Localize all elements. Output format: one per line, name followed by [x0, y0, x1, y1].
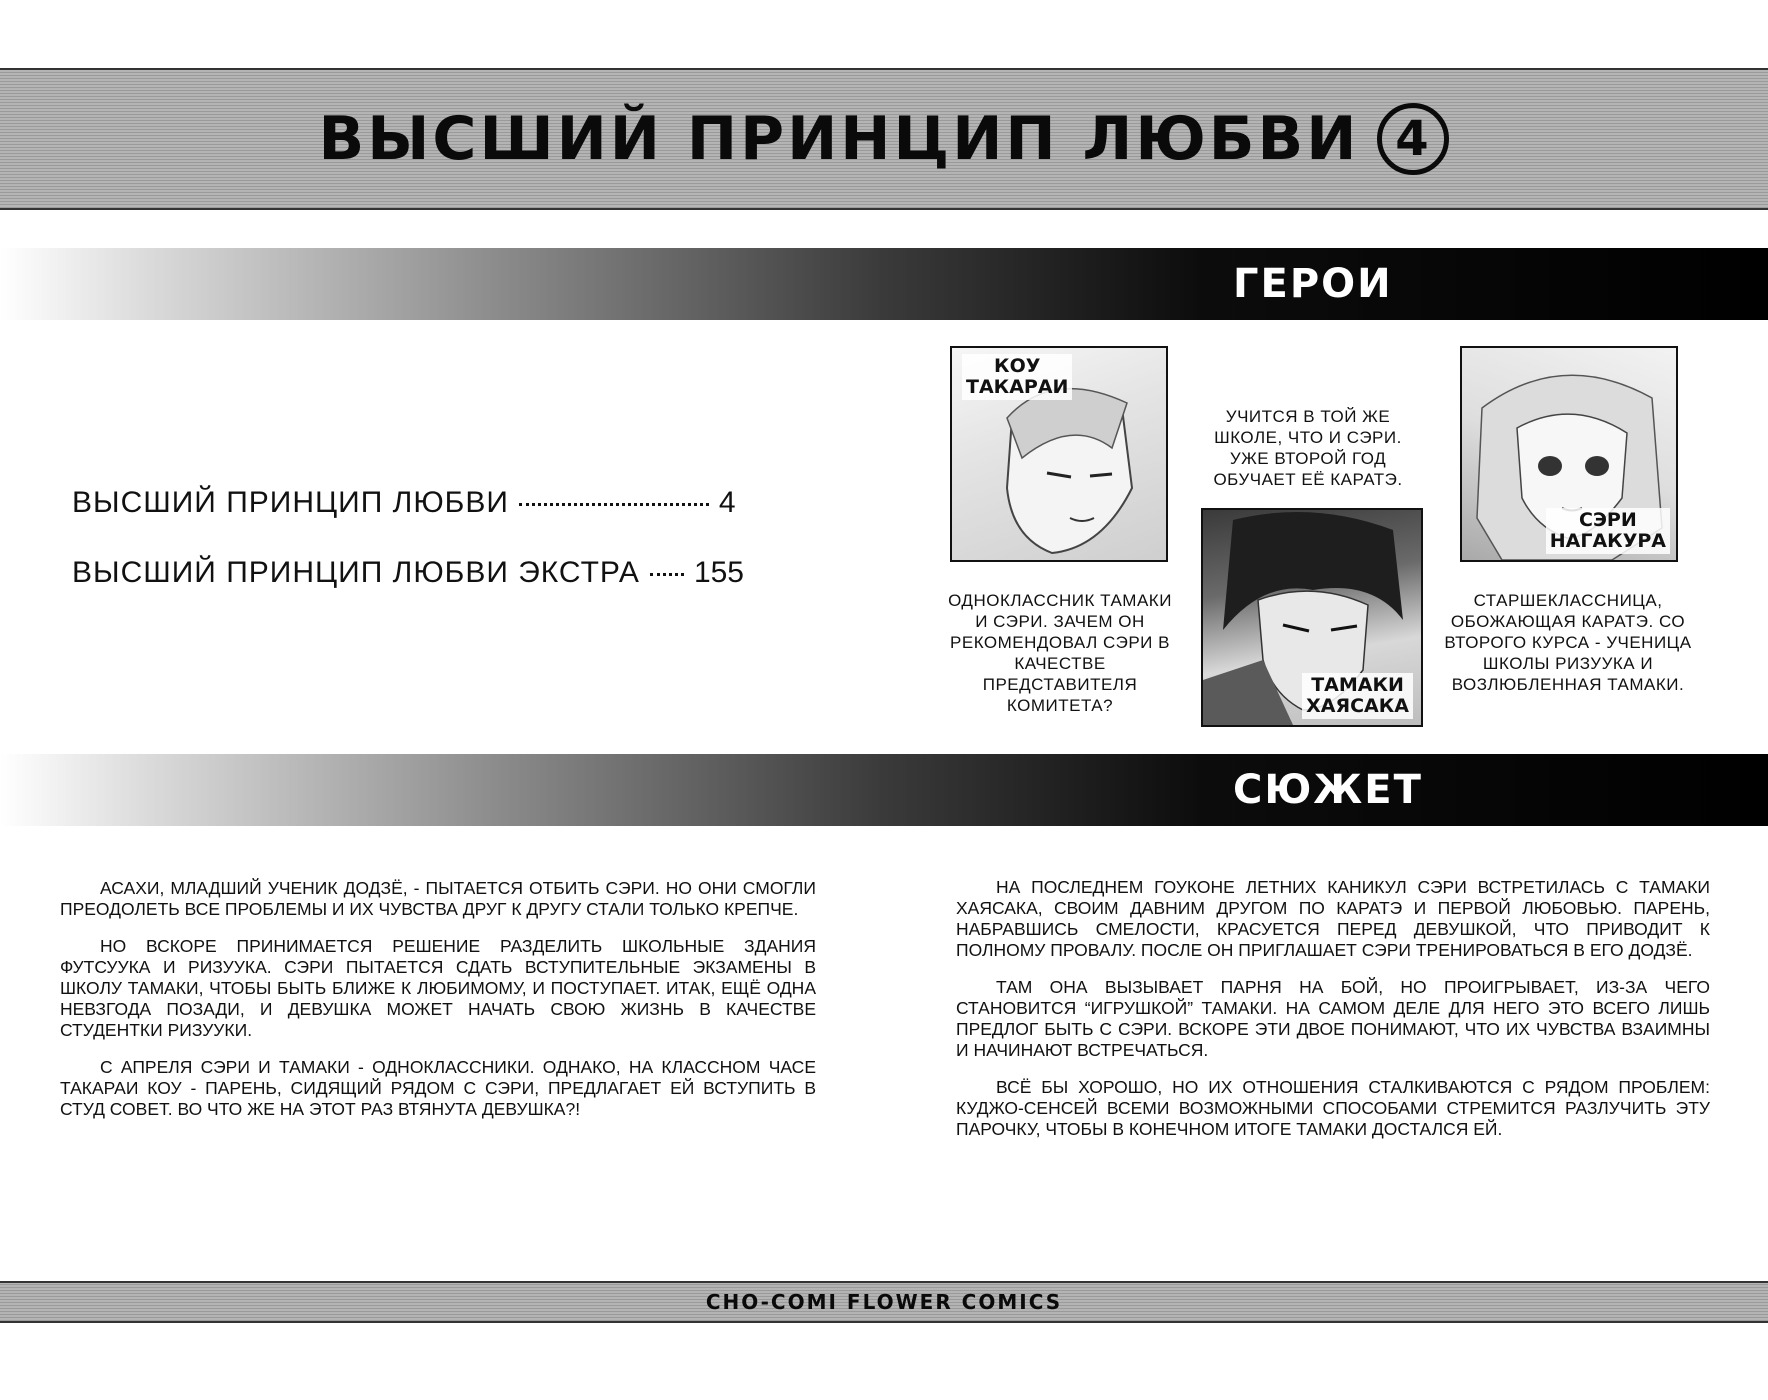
toc-entry	[72, 486, 736, 520]
heroes-heading: ГЕРОИ	[1233, 261, 1393, 307]
plot-section-band	[0, 754, 1768, 826]
name-line: ТАМАКИ	[1311, 674, 1404, 696]
character-description-tamaki: ОДНОКЛАССНИК ТАМАКИ И СЭРИ. ЗАЧЕМ ОН РЕКОМЕНДОВАЛ СЭРИ В КАЧЕСТВЕ ПРЕДСТАВИТЕЛЯ КОМИТЕТА?	[948, 591, 1172, 715]
portrait-kou-takarai	[950, 346, 1168, 562]
toc-leader-dots	[519, 503, 709, 506]
character-description-kou: УЧИТСЯ В ТОЙ ЖЕ ШКОЛЕ, ЧТО И СЭРИ. УЖЕ ВТОРОЙ ГОД ОБУЧАЕТ ЕЁ КАРАТЭ.	[1213, 407, 1403, 489]
toc-leader-dots	[650, 573, 684, 576]
toc-entry-page: 155	[693, 556, 744, 589]
character-name-label	[962, 354, 1072, 400]
portrait-tamaki-hayasaka	[1201, 508, 1423, 727]
title-text: ВЫСШИЙ ПРИНЦИП ЛЮБВИ	[318, 104, 1360, 174]
toc-entry-title: ВЫСШИЙ ПРИНЦИП ЛЮБВИ	[72, 486, 509, 519]
name-line: СЭРИ	[1579, 509, 1637, 531]
story-paragraph: НО ВСКОРЕ ПРИНИМАЕТСЯ РЕШЕНИЕ РАЗДЕЛИТЬ ШКОЛЬНЫЕ ЗДАНИЯ ФУТСУУКА И РИЗУУКА. СЭРИ ПЫТАЕТСЯ СДАТЬ ВСТУПИТЕЛЬНЫЕ ЭКЗАМЕНЫ В ШКОЛУ ТАМАКИ, ЧТОБЫ БЫТЬ БЛИЖЕ К ЛЮБИМОМУ, И ПОСТУПАЕТ. ИТАК, ЕЩЁ ОДНА НЕВЗГОДА ПОЗАДИ, И ДЕВУШКА МОЖЕТ НАЧАТЬ СВОЮ ЖИЗНЬ В КАЧЕСТВЕ СТУДЕНТКИ РИЗУУКИ.	[60, 936, 816, 1040]
page-title	[0, 70, 1768, 208]
heroes-section-band	[0, 248, 1768, 320]
toc-entry	[72, 556, 744, 590]
name-line: ТАКАРАИ	[966, 376, 1069, 398]
title-band	[0, 68, 1768, 210]
volume-number-badge: 4	[1377, 103, 1449, 175]
story-column-left	[60, 878, 816, 1136]
story-paragraph: ВСЁ БЫ ХОРОШО, НО ИХ ОТНОШЕНИЯ СТАЛКИВАЮТСЯ С РЯДОМ ПРОБЛЕМ: КУДЖО-СЕНСЕЙ ВСЕМИ ВОЗМОЖНЫМИ СПОСОБАМИ СТРЕМИТСЯ РАЗЛУЧИТЬ ЭТУ ПАРОЧКУ, ЧТОБЫ В КОНЕЧНОМ ИТОГЕ ТАМАКИ ДОСТАЛСЯ ЕЙ.	[956, 1077, 1710, 1139]
toc-entry-title: ВЫСШИЙ ПРИНЦИП ЛЮБВИ ЭКСТРА	[72, 556, 640, 589]
story-paragraph: НА ПОСЛЕДНЕМ ГОУКОНЕ ЛЕТНИХ КАНИКУЛ СЭРИ ВСТРЕТИЛАСЬ С ТАМАКИ ХАЯСАКА, СВОИМ ДАВНИМ ДРУГОМ ПО КАРАТЭ И ПЕРВОЙ ЛЮБОВЬЮ. ПАРЕНЬ, НАБРАВШИСЬ СМЕЛОСТИ, КРАСУЕТСЯ ПЕРЕД ДЕВУШКОЙ, ЧТО ПРИВОДИТ К ПОЛНОМУ ПРОВАЛУ. ПОСЛЕ ОН ПРИГЛАШАЕТ СЭРИ ТРЕНИРОВАТЬСЯ В ЕГО ДОДЗЁ.	[956, 877, 1710, 960]
name-line: КОУ	[994, 355, 1041, 377]
character-name-label	[1302, 673, 1413, 719]
story-column-right	[956, 877, 1710, 1156]
character-name-label	[1546, 508, 1670, 554]
toc-entry-page: 4	[718, 486, 736, 519]
name-line: НАГАКУРА	[1549, 530, 1666, 552]
character-description-seri: СТАРШЕКЛАССНИЦА, ОБОЖАЮЩАЯ КАРАТЭ. СО ВТОРОГО КУРСА - УЧЕНИЦА ШКОЛЫ РИЗУУКА И ВОЗЛЮБЛЕННАЯ ТАМАКИ.	[1444, 591, 1692, 694]
story-paragraph: АСАХИ, МЛАДШИЙ УЧЕНИК ДОДЗЁ, - ПЫТАЕТСЯ ОТБИТЬ СЭРИ. НО ОНИ СМОГЛИ ПРЕОДОЛЕТЬ ВСЕ ПРОБЛЕМЫ И ИХ ЧУВСТВА ДРУГ К ДРУГУ СТАЛИ ТОЛЬКО КРЕПЧЕ.	[60, 878, 816, 919]
story-paragraph: ТАМ ОНА ВЫЗЫВАЕТ ПАРНЯ НА БОЙ, НО ПРОИГРЫВАЕТ, ИЗ-ЗА ЧЕГО СТАНОВИТСЯ “ИГРУШКОЙ” ТАМАКИ. НА САМОМ ДЕЛЕ ДЛЯ НЕГО ЭТО ВСЕГО ЛИШЬ ПРЕДЛОГ БЫТЬ С СЭРИ. ВСКОРЕ ЭТИ ДВОЕ ПОНИМАЮТ, ЧТО ИХ ЧУВСТВА ВЗАИМНЫ И НАЧИНАЮТ ВСТРЕЧАТЬСЯ.	[956, 977, 1710, 1060]
footer-band	[0, 1281, 1768, 1323]
story-paragraph: С АПРЕЛЯ СЭРИ И ТАМАКИ - ОДНОКЛАССНИКИ. ОДНАКО, НА КЛАССНОМ ЧАСЕ ТАКАРАИ КОУ - ПАРЕНЬ, СИДЯЩИЙ РЯДОМ С СЭРИ, ПРЕДЛАГАЕТ ЕЙ ВСТУПИТЬ В СТУД СОВЕТ. ВО ЧТО ЖЕ НА ЭТОТ РАЗ ВТЯНУТА ДЕВУШКА?!	[60, 1057, 816, 1119]
portrait-seri-nagakura	[1460, 346, 1678, 562]
name-line: ХАЯСАКА	[1306, 695, 1409, 717]
plot-heading: СЮЖЕТ	[1233, 767, 1423, 813]
publisher-label: CHO-COMI FLOWER COMICS	[705, 1290, 1063, 1314]
